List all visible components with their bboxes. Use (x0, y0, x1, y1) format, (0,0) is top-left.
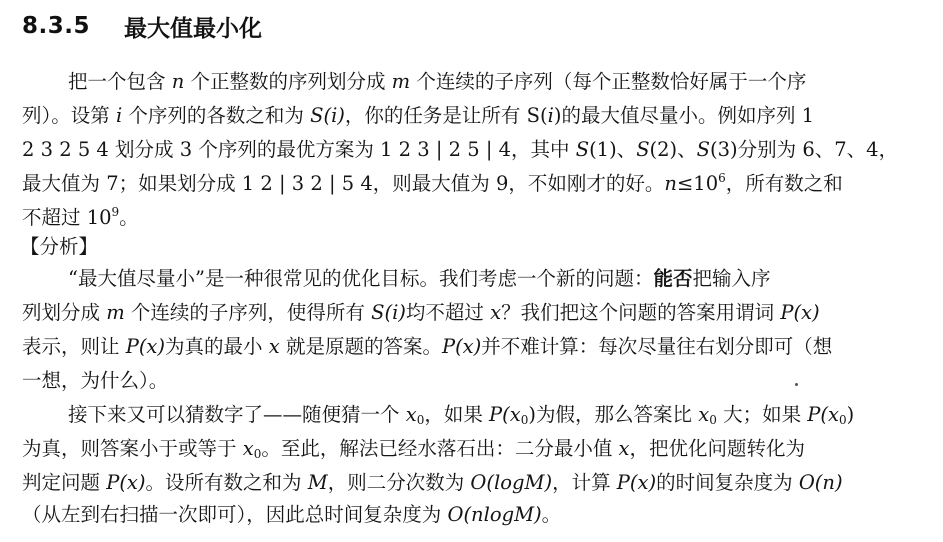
problem-line-5: 不超过 $10^9$。 (22, 205, 139, 229)
problem-line-4: 最大值为 7；如果划分成 1 2 | 3 2 | 5 4，则最大值为 9，不如刚才的好。$n\le 10^6$，所有数之和 (22, 171, 843, 195)
section-number: 8.3.5 (22, 13, 90, 39)
analysis-p1-line-2: 列划分成 m 个连续的子序列，使得所有 S(i)均不超过 x？我们把这个问题的答案用谓词 P(x) (22, 301, 820, 324)
problem-line-1: 把一个包含 n 个正整数的序列划分成 m 个连续的子序列（每个正整数恰好属于一个序 (68, 70, 807, 93)
section-title: 最大值最小化 (124, 15, 262, 42)
analysis-p2-line-3: 判定问题 P(x)。设所有数之和为 M，则二分次数为 O(logM)，计算 P(x)的时间复杂度为 O(n) (22, 471, 843, 494)
analysis-p1-line-4: 一想，为什么）。 (22, 369, 169, 392)
analysis-p2-line-2: 为真，则答案小于或等于 $x_0$。至此，解法已经水落石出：二分最小值 x，把优化问题转化为 (22, 437, 806, 461)
stray-dot (795, 383, 798, 386)
problem-line-2: 列）。设第 i 个序列的各数之和为 S(i)，你的任务是让所有 S(i)的最大值尽量小。例如序列 1 (22, 104, 815, 127)
analysis-p2-line-4: （从左到右扫描一次即可），因此总时间复杂度为 O(nlogM)。 (22, 503, 562, 526)
analysis-p1-line-1: “最大值尽量小”是一种很常见的优化目标。我们考虑一个新的问题：能否把输入序 (68, 267, 771, 290)
problem-line-3: 2 3 2 5 4 划分成 3 个序列的最优方案为 1 2 3 | 2 5 | 4，其中 S(1)、S(2)、S(3)分别为 6、7、4， (22, 138, 899, 161)
analysis-p1-line-3: 表示，则让 P(x)为真的最小 x 就是原题的答案。P(x)并不难计算：每次尽量往右划分即可（想 (22, 335, 833, 358)
analysis-p2-line-1: 接下来又可以猜数字了——随便猜一个 $x_0$，如果 $P(x_0)$为假，那么答案比 $x_0$ 大；如果 $P(x_0)$ (68, 403, 855, 427)
section-heading (22, 6, 262, 46)
analysis-label: 【分析】 (20, 235, 99, 258)
